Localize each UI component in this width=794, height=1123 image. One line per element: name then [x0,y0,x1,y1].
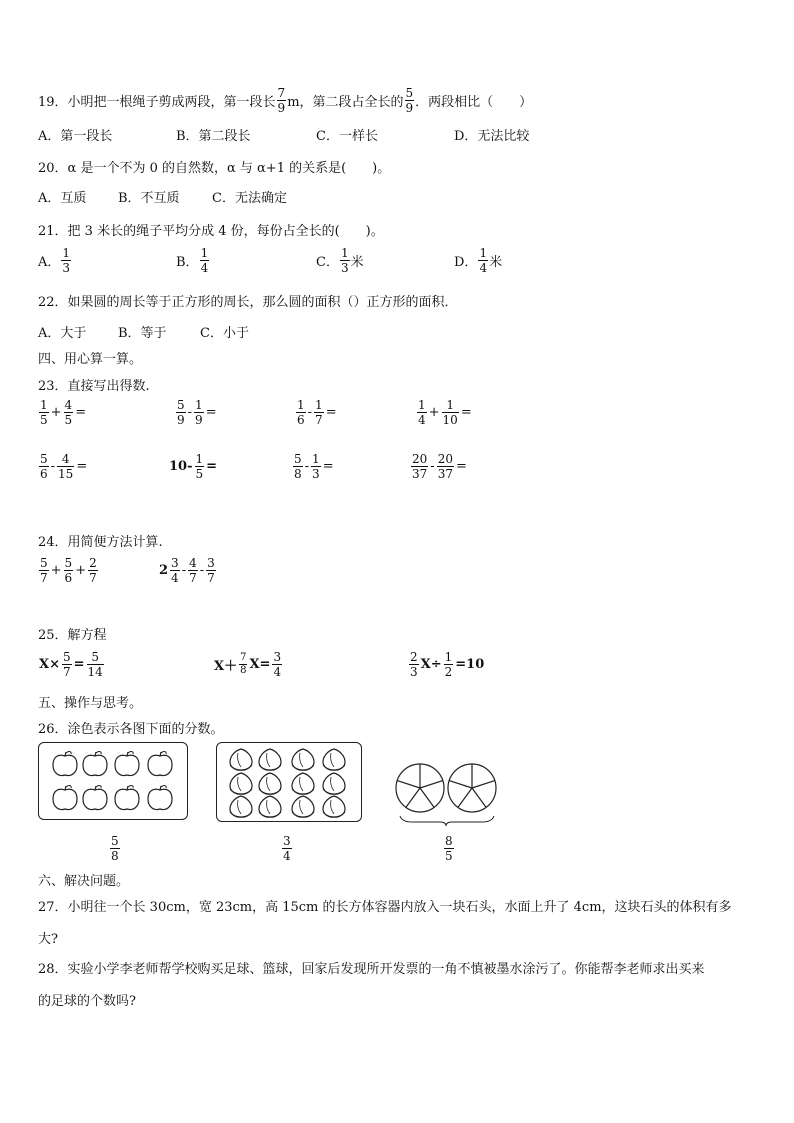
circle-pair-figure [392,760,500,826]
q23-expr-3: $\frac{1}{6}$ - $\frac{1}{7}$ = [297,398,337,427]
q25-eq-1: X× $\frac{5}{7}$ = $\frac{5}{14}$ [39,650,103,679]
peach-icons [217,743,361,821]
q19-stem: 19．小明把一根绳子剪成两段，第一段长 $\frac{7}{9}$ m，第二段占全长的 $\frac{5}{9}$ ．两段相比（ ） [38,86,533,115]
q19-option-d: D．无法比较 [454,129,530,144]
q21-stem: 21．把 3 米长的绳子平均分成 4 份，每份占全长的( )。 [38,224,384,239]
q23-expr-6: 10- $\frac{1}{5}$ = [169,452,218,481]
q26-fraction-1: $\frac{5}{8}$ [111,834,119,863]
q25-title: 25．解方程 [38,628,107,643]
brace [400,816,494,826]
q27-line-2: 大? [38,932,58,947]
q23-expr-5: $\frac{5}{6}$ - $\frac{4}{15}$ = [40,452,88,481]
q26-title: 26．涂色表示各图下面的分数。 [38,722,224,737]
q23-expr-7: $\frac{5}{8}$ - $\frac{1}{3}$ = [294,452,334,481]
q21-option-d: D． $\frac{1}{4}$ 米 [454,246,503,275]
q20-stem: 20．α 是一个不为 0 的自然数，α 与 α+1 的关系是( )。 [38,161,391,176]
q20-option-b: B．不互质 [118,191,180,206]
section-heading-4: 四、用心算一算。 [38,352,143,367]
q23-expr-8: $\frac{20}{37}$ - $\frac{20}{37}$ = [412,452,467,481]
fraction: $\frac{5}{9}$ [405,86,414,115]
q22-stem: 22．如果圆的周长等于正方形的周长，那么圆的面积（）正方形的面积． [38,295,458,310]
q25-eq-3: $\frac{2}{3}$ X÷ $\frac{1}{2}$ =10 [410,650,485,679]
q19-option-a: A．第一段长 [38,129,113,144]
q28-line-2: 的足球的个数吗? [38,994,136,1009]
q21-option-c: C． $\frac{1}{3}$ 米 [316,246,364,275]
q25-eq-2: X＋ $\frac{7}{8}$ X= $\frac{3}{4}$ [214,650,282,679]
q27-line-1: 27．小明往一个长 30cm，宽 23cm，高 15cm 的长方体容器内放入一块石头，水面上升了 4cm，这块石头的体积有多 [38,900,732,915]
section-heading-6: 六、解决问题。 [38,874,130,889]
q21-option-a: A． $\frac{1}{3}$ [38,246,71,275]
q19-option-c: C．一样长 [316,129,378,144]
q22-option-c: C．小于 [200,326,249,341]
q22-option-a: A．大于 [38,326,87,341]
q24-title: 24．用简便方法计算. [38,535,163,550]
q26-fraction-3: $\frac{8}{5}$ [445,834,453,863]
q21-option-b: B． $\frac{1}{4}$ [176,246,209,275]
q23-expr-2: $\frac{5}{9}$ - $\frac{1}{9}$ = [177,398,217,427]
q23-expr-4: $\frac{1}{4}$ + $\frac{1}{10}$ = [418,398,472,427]
q19-option-b: B．第二段长 [176,129,251,144]
q23-title: 23．直接写出得数. [38,379,150,394]
section-heading-5: 五、操作与思考。 [38,696,143,711]
q26-fraction-2: $\frac{3}{4}$ [283,834,291,863]
q23-expr-1: $\frac{1}{5}$ + $\frac{4}{5}$ = [40,398,87,427]
q22-option-b: B．等于 [118,326,167,341]
apple-grid-figure [38,742,188,820]
q28-line-1: 28．实验小学李老师帮学校购买足球、篮球，回家后发现所开发票的一角不慎被墨水涂污了。你能帮李老师求出买来 [38,962,705,977]
apple-icons [39,743,187,819]
peach-grid-figure [216,742,362,822]
fraction: $\frac{7}{9}$ [277,86,286,115]
q20-option-c: C．无法确定 [212,191,287,206]
q20-option-a: A．互质 [38,191,87,206]
q24-expr-1: $\frac{5}{7}$ + $\frac{5}{6}$ + $\frac{2}{7}$ [40,556,97,585]
q24-expr-2: 2 $\frac{3}{4}$ - $\frac{4}{7}$ - $\frac{3}{7}$ [159,556,215,585]
